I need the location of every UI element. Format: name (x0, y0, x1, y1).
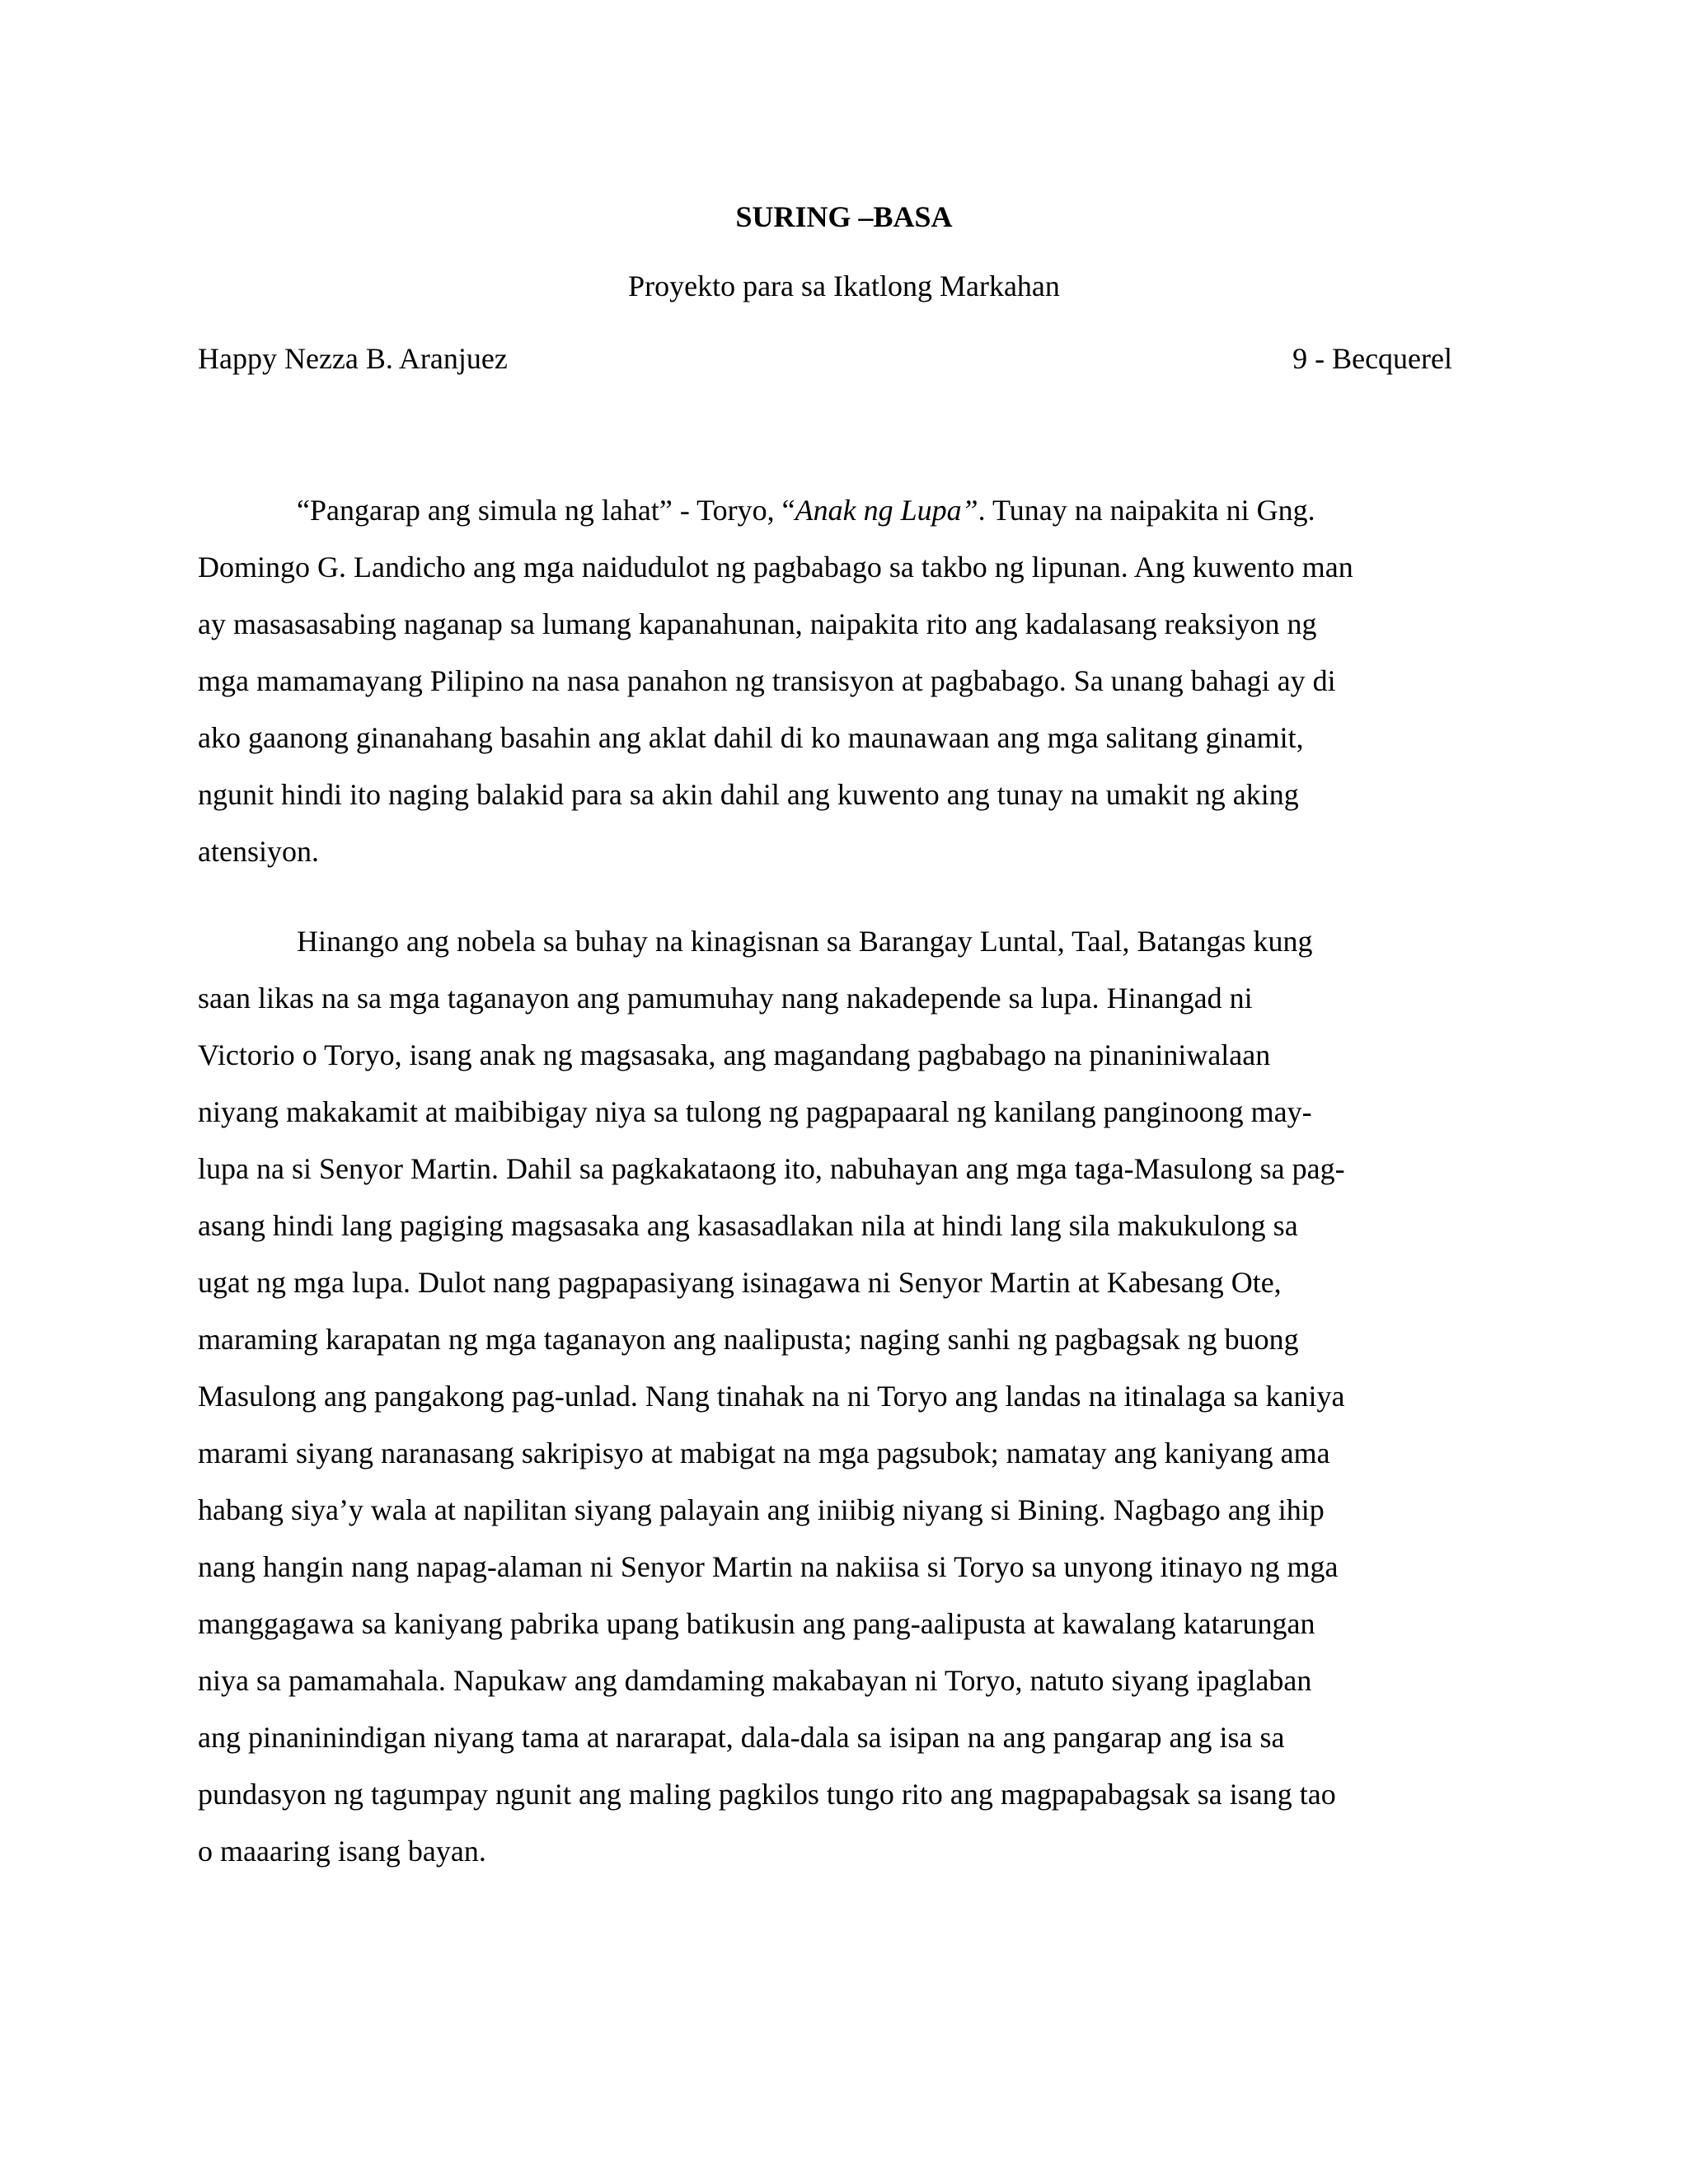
paragraph-line: manggagawa sa kaniyang pabrika upang batikusin ang pang-aalipusta at kawalang katarungan (198, 1607, 1315, 1640)
paragraph-line: Domingo G. Landicho ang mga naidudulot ng pagbabago sa takbo ng lipunan. Ang kuwento man (198, 551, 1353, 583)
paragraph-line: saan likas na sa mga taganayon ang pamumuhay nang nakadepende sa lupa. Hinangad ni (198, 982, 1253, 1015)
paragraph-line: marami siyang naranasang sakripisyo at mabigat na mga pagsubok; namatay ang kaniyang ama (198, 1436, 1330, 1469)
paragraph-line: atensiyon. (198, 835, 319, 868)
paragraph-line: ngunit hindi ito naging balakid para sa akin dahil ang kuwento ang tunay na umakit ng aking (198, 778, 1299, 811)
paragraph-line: nang hangin nang napag-alaman ni Senyor Martin na nakiisa si Toryo sa unyong itinayo ng mga (198, 1550, 1339, 1583)
paragraph-line: maraming karapatan ng mga taganayon ang naalipusta; naging sanhi ng pagbagsak ng buong (198, 1323, 1299, 1356)
class-section: 9 - Becquerel (1292, 342, 1452, 375)
paragraph-line: Victorio o Toryo, isang anak ng magsasaka, ang magandang pagbabago na pinaniniwalaan (198, 1038, 1271, 1071)
paragraph-2 (198, 913, 1484, 1880)
paragraph-line: ugat ng mga lupa. Dulot nang pagpapasiyang isinagawa ni Senyor Martin at Kabesang Ote, (198, 1266, 1282, 1299)
paragraph-line: Masulong ang pangakong pag-unlad. Nang tinahak na ni Toryo ang landas na itinalaga sa kaniya (198, 1380, 1345, 1413)
paragraph-line: o maaaring isang bayan. (198, 1835, 486, 1868)
paragraph-1 (198, 482, 1484, 880)
paragraph-line: asang hindi lang pagiging magsasaka ang kasasadlakan nila at hindi lang sila makukulong sa (198, 1209, 1298, 1242)
line-text: “Pangarap ang simula ng lahat” - Toryo, “ (297, 494, 795, 527)
paragraph-line (198, 482, 1484, 539)
line-text: . Tunay na naipakita ni Gng. (978, 494, 1315, 527)
document-title: SURING –BASA (735, 200, 953, 233)
paragraph-line: mga mamamayang Pilipino na nasa panahon ng transisyon at pagbabago. Sa unang bahagi ay di (198, 664, 1336, 697)
document-subtitle: Proyekto para sa Ikatlong Markahan (628, 269, 1060, 302)
paragraph-line: niyang makakamit at maibibigay niya sa tulong ng pagpapaaral ng kanilang panginoong may- (198, 1095, 1312, 1128)
paragraph-line: ang pinaninindigan niyang tama at nararapat, dala-dala sa isipan na ang pangarap ang isa sa (198, 1721, 1285, 1754)
paragraph-line: ako gaanong ginanahang basahin ang aklat dahil di ko maunawaan ang mga salitang ginamit, (198, 721, 1304, 754)
book-title: Anak ng Lupa” (795, 494, 978, 527)
paragraph-line: pundasyon ng tagumpay ngunit ang maling pagkilos tungo rito ang magpapabagsak sa isang tao (198, 1778, 1336, 1811)
paragraph-line: niya sa pamamahala. Napukaw ang damdaming makabayan ni Toryo, natuto siyang ipaglaban (198, 1664, 1312, 1697)
paragraph-line: Hinango ang nobela sa buhay na kinagisnan sa Barangay Luntal, Taal, Batangas kung (297, 925, 1313, 958)
author-name: Happy Nezza B. Aranjuez (198, 342, 508, 375)
paragraph-line: lupa na si Senyor Martin. Dahil sa pagkakataong ito, nabuhayan ang mga taga-Masulong sa pag- (198, 1152, 1345, 1185)
author-row (198, 338, 1452, 379)
paragraph-line: ay masasasabing naganap sa lumang kapanahunan, naipakita rito ang kadalasang reaksiyon ng (198, 607, 1317, 640)
paragraph-line: habang siya’y wala at napilitan siyang palayain ang iniibig niyang si Bining. Nagbago ang ihip (198, 1493, 1325, 1526)
